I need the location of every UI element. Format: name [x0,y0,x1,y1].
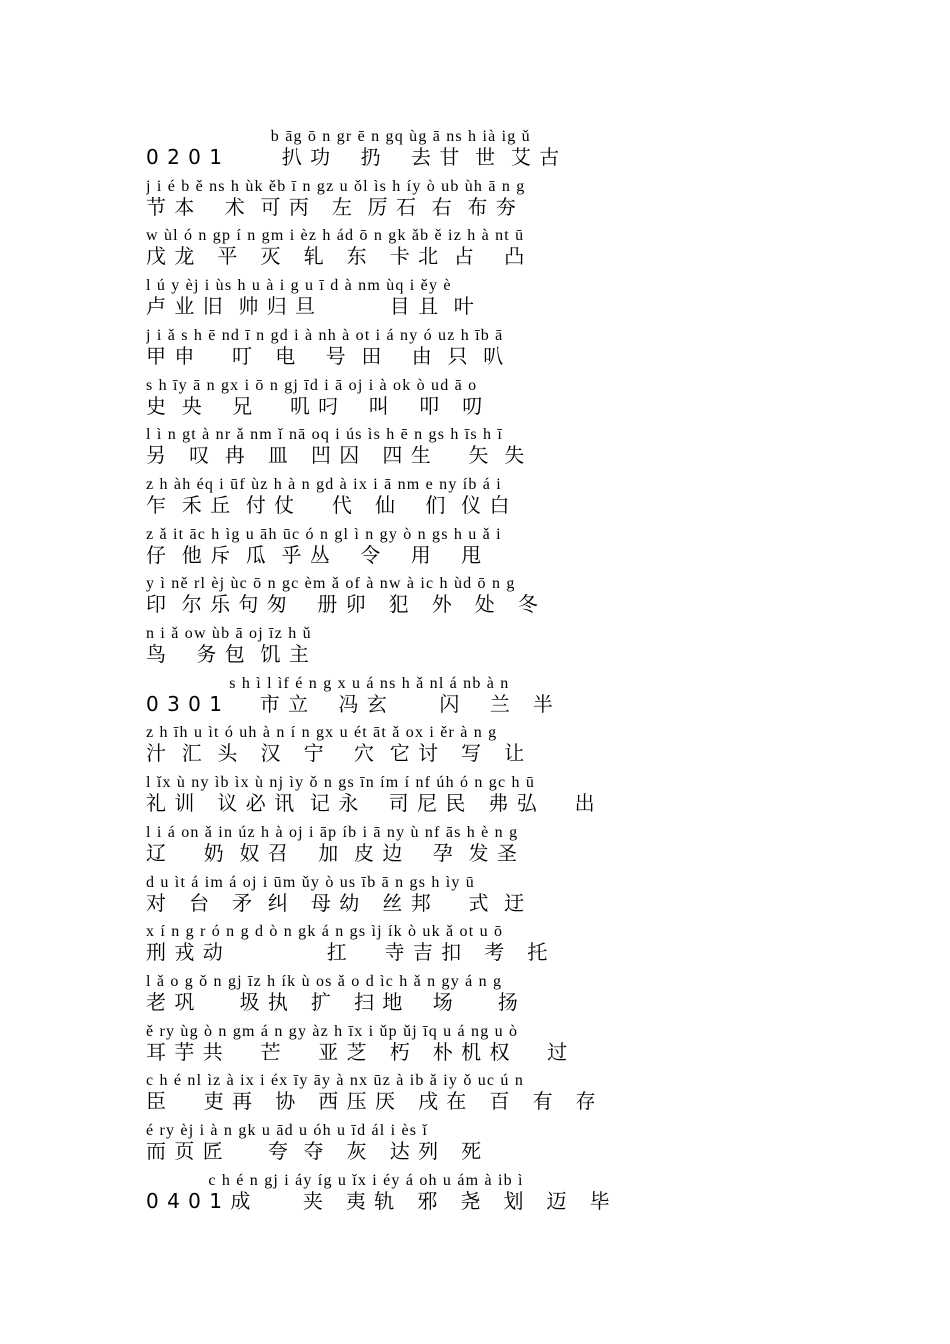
pinyin-line: l ǎ o g ǒ n gj īz h ík ù os ǎ o d ìc h ǎ n gy á n g [146,972,503,990]
hanzi-line: 卢 业 旧 帅 归 旦 目 且 叶 [146,294,475,319]
hanzi-line: 刑 戎 动 扛 寺 吉 扣 考 托 [146,940,549,965]
pinyin-line: z ǎ it āc h ìg u āh ūc ó n gl ì n gy ò n gs h u ǎ i [146,525,502,543]
hanzi-line: 另 叹 冉 皿 凹 囚 四 生 矢 失 [146,443,526,468]
hanzi-line: 而 页 匠 夸 夺 灰 达 列 死 [146,1139,483,1163]
pinyin-line: b āg ō n gr ē n gq ùg ā ns h ià ig ǔ [146,128,531,145]
pinyin-line: é ry èj i à n gk u ād u óh u īd ál i ès ǐ [146,1122,429,1139]
hanzi-line: 乍 禾 丘 付 仗 代 仙 们 仪 白 [146,492,511,517]
hanzi-line: 仔 他 斥 瓜 乎 丛 令 用 甩 [146,542,483,567]
hanzi-line: 鸟 务 包 饥 主 [146,642,310,666]
pinyin-line: w ùl ó n gp í n gm i èz h ád ō n gk ǎb ě iz h à nt ū [146,227,525,245]
pinyin-line: l i á on ǎ in úz h à oj i āp íb i ā ny ù nf ās h è n g [146,823,519,841]
hanzi-line: 0 3 0 1 市 立 冯 玄 闪 兰 半 [146,691,554,716]
hanzi-line: 甲 申 叮 电 号 田 由 只 叭 [146,343,505,368]
hanzi-line: 节 本 术 可 丙 左 厉 石 右 布 夯 [146,194,517,219]
pinyin-line: c h é nl ìz à ix i éx īy āy à nx ūz à ib ǎ iy ǒ uc ú n [146,1072,525,1090]
pinyin-line: z h àh éq i ūf ùz h à n gd à ix i ā nm e ny íb á i [146,475,502,493]
hanzi-line: 老 巩 圾 执 扩 扫 地 场 扬 [146,989,519,1014]
hanzi-line: 对 台 矛 纠 母 幼 丝 邦 式 迂 [146,890,526,915]
hanzi-line: 辽 奶 奴 召 加 皮 边 孕 发 圣 [146,840,518,865]
hanzi-line: 汁 汇 头 汉 宁 穴 它 讨 写 让 [146,741,526,766]
hanzi-line: 礼 训 议 必 讯 记 永 司 尼 民 弗 弘 出 [146,791,596,816]
hanzi-line: 史 央 兄 叽 叼 叫 叩 叨 [146,393,484,418]
pinyin-line: s h ì l ìf é n g x u á ns h ǎ nl á nb à n [146,674,510,692]
pinyin-line: j i ǎ s h ē nd ī n gd i à nh à ot i á ny ó uz h īb ā [146,326,504,344]
pinyin-line: c h é n gj i áy íg u ǐx i éy á oh u ám à ib ì [146,1171,524,1189]
hanzi-line: 印 尔 乐 句 匆 册 卯 犯 外 处 冬 [146,592,539,617]
pinyin-line: j i é b ě ns h ùk ěb ī n gz u ǒl ìs h íy ò ub ùh ā n g [146,177,526,195]
hanzi-line: 耳 芋 共 芒 亚 芝 朽 朴 机 权 过 [146,1039,569,1064]
pinyin-line: l ǐx ù ny ìb ìx ù nj ìy ǒ n gs īn ím í nf úh ó n gc h ū [146,774,536,792]
pinyin-line: l ì n gt à nr ǎ nm ǐ nā oq i ús ìs h ē n gs h īs h ī [146,426,504,444]
pinyin-line: y ì ně rl èj ùc ō n gc èm ǎ of à nw à ic h ùd ō n g [146,575,516,593]
hanzi-line: 0 2 0 1 扒 功 扔 去 甘 世 艾 古 [146,145,561,169]
hanzi-line: 戊 龙 平 灭 轧 东 卡 北 占 凸 [146,244,526,269]
pinyin-line: l ú y èj i ùs h u à i g u ī d à nm ùq i ěy è [146,277,452,295]
pinyin-line: s h īy ā n gx i ō n gj īd i ā oj i à ok ò ud ā o [146,376,478,394]
pinyin-line: ě ry ùg ò n gm á n gy àz h īx i ǔp ǔj īq u á ng u ò [146,1022,519,1040]
hanzi-line: 0 4 0 1 成 夹 夷 轨 邪 尧 划 迈 毕 [146,1188,611,1213]
pinyin-line: z h īh u ìt ó uh à n í n gx u ét āt ǎ ox i ěr à n g [146,724,498,742]
pinyin-line: x í n g r ó n g d ò n gk á n gs ìj ík ò uk ǎ ot u ō [146,923,504,941]
hanzi-line: 臣 吏 再 协 西 压 厌 戌 在 百 有 存 [146,1089,597,1114]
pinyin-line: n i ǎ ow ùb ā oj īz h ǔ [146,625,312,642]
pinyin-line: d u ìt á im á oj i ūm ǔy ò us īb ā n gs h ìy ū [146,873,475,891]
